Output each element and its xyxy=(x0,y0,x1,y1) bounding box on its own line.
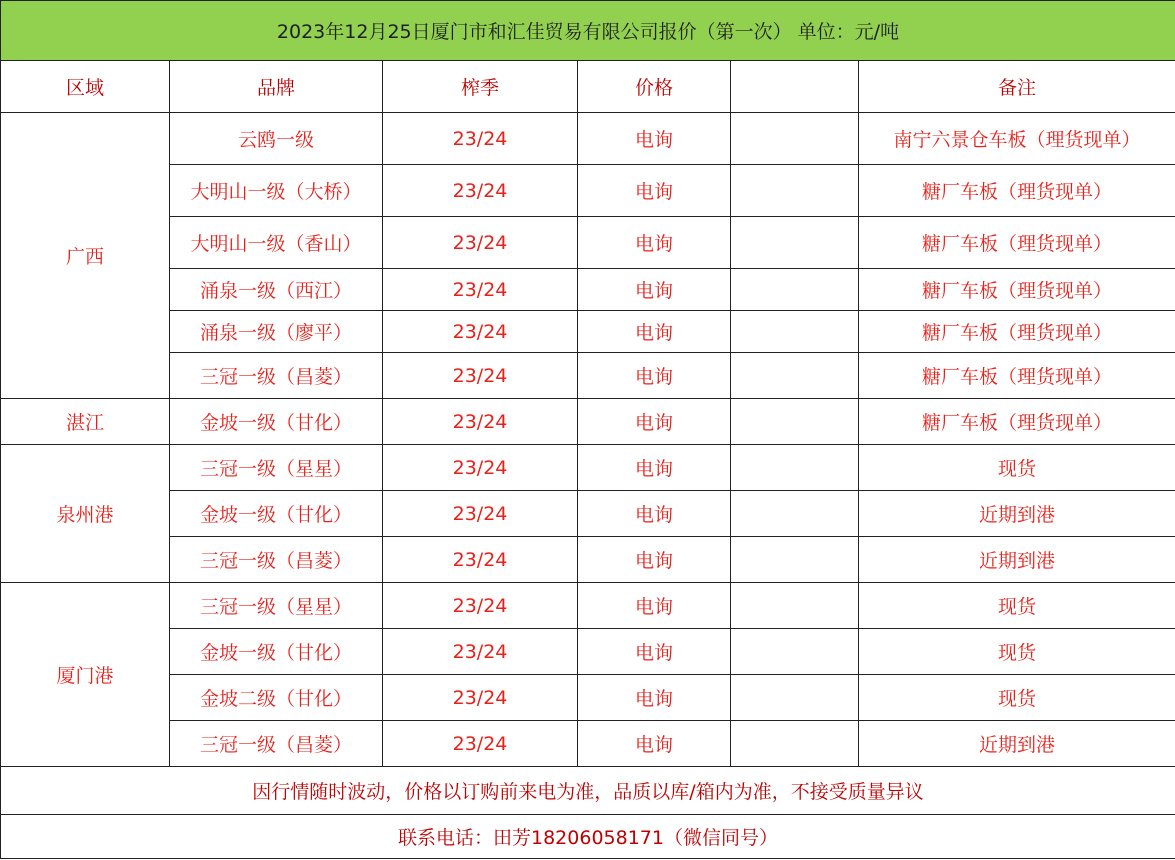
brand-cell: 金坡一级（甘化） xyxy=(170,629,383,675)
remark-cell: 糖厂车板（理货现单） xyxy=(859,165,1175,217)
header-region: 区域 xyxy=(1,61,170,113)
price-cell: 电询 xyxy=(578,537,731,583)
remark-cell: 近期到港 xyxy=(859,491,1175,537)
season-cell: 23/24 xyxy=(383,311,578,353)
region-cell: 广西 xyxy=(1,113,170,399)
brand-cell: 云鸥一级 xyxy=(170,113,383,165)
table-row xyxy=(1,353,1175,399)
remark-cell: 现货 xyxy=(859,445,1175,491)
remark-cell: 近期到港 xyxy=(859,721,1175,767)
header-remark: 备注 xyxy=(859,61,1175,113)
price-cell: 电询 xyxy=(578,311,731,353)
blank-cell xyxy=(731,113,859,165)
remark-cell: 糖厂车板（理货现单） xyxy=(859,311,1175,353)
season-cell: 23/24 xyxy=(383,353,578,399)
quote-title: 2023年12月25日厦门市和汇佳贸易有限公司报价（第一次） 单位：元/吨 xyxy=(1,1,1175,61)
remark-cell: 糖厂车板（理货现单） xyxy=(859,353,1175,399)
notice-text: 因行情随时波动，价格以订购前来电为准，品质以库/箱内为准，不接受质量异议 xyxy=(1,767,1175,815)
table-row xyxy=(1,165,1175,217)
brand-cell: 三冠一级（昌菱） xyxy=(170,721,383,767)
header-blank xyxy=(731,61,859,113)
price-cell: 电询 xyxy=(578,113,731,165)
season-cell: 23/24 xyxy=(383,113,578,165)
table-row xyxy=(1,675,1175,721)
price-cell: 电询 xyxy=(578,353,731,399)
season-cell: 23/24 xyxy=(383,445,578,491)
season-cell: 23/24 xyxy=(383,165,578,217)
region-cell: 厦门港 xyxy=(1,583,170,767)
price-cell: 电询 xyxy=(578,491,731,537)
blank-cell xyxy=(731,675,859,721)
price-cell: 电询 xyxy=(578,583,731,629)
header-brand: 品牌 xyxy=(170,61,383,113)
blank-cell xyxy=(731,165,859,217)
brand-cell: 三冠一级（昌菱） xyxy=(170,537,383,583)
table-row xyxy=(1,721,1175,767)
blank-cell xyxy=(731,269,859,311)
season-cell: 23/24 xyxy=(383,721,578,767)
brand-cell: 金坡二级（甘化） xyxy=(170,675,383,721)
contact-text: 联系电话：田芳18206058171（微信同号） xyxy=(1,815,1175,859)
brand-cell: 三冠一级（星星） xyxy=(170,583,383,629)
remark-cell: 现货 xyxy=(859,629,1175,675)
brand-cell: 三冠一级（星星） xyxy=(170,445,383,491)
brand-cell: 三冠一级（昌菱） xyxy=(170,353,383,399)
blank-cell xyxy=(731,217,859,269)
table-row xyxy=(1,217,1175,269)
season-cell: 23/24 xyxy=(383,583,578,629)
season-cell: 23/24 xyxy=(383,537,578,583)
brand-cell: 涌泉一级（廖平） xyxy=(170,311,383,353)
remark-cell: 近期到港 xyxy=(859,537,1175,583)
blank-cell xyxy=(731,583,859,629)
price-cell: 电询 xyxy=(578,269,731,311)
price-cell: 电询 xyxy=(578,675,731,721)
table-row xyxy=(1,399,1175,445)
header-row xyxy=(1,61,1175,113)
blank-cell xyxy=(731,445,859,491)
blank-cell xyxy=(731,537,859,583)
notice-row xyxy=(1,767,1175,815)
table-row xyxy=(1,311,1175,353)
blank-cell xyxy=(731,629,859,675)
season-cell: 23/24 xyxy=(383,491,578,537)
remark-cell: 南宁六景仓车板（理货现单） xyxy=(859,113,1175,165)
brand-cell: 大明山一级（香山） xyxy=(170,217,383,269)
header-season: 榨季 xyxy=(383,61,578,113)
table-row xyxy=(1,445,1175,491)
season-cell: 23/24 xyxy=(383,629,578,675)
price-cell: 电询 xyxy=(578,217,731,269)
brand-cell: 金坡一级（甘化） xyxy=(170,399,383,445)
season-cell: 23/24 xyxy=(383,399,578,445)
table-row xyxy=(1,537,1175,583)
region-cell: 泉州港 xyxy=(1,445,170,583)
blank-cell xyxy=(731,353,859,399)
price-cell: 电询 xyxy=(578,399,731,445)
brand-cell: 涌泉一级（西江） xyxy=(170,269,383,311)
contact-row xyxy=(1,815,1175,859)
season-cell: 23/24 xyxy=(383,269,578,311)
table-row xyxy=(1,113,1175,165)
table-row xyxy=(1,269,1175,311)
price-cell: 电询 xyxy=(578,629,731,675)
blank-cell xyxy=(731,399,859,445)
remark-cell: 糖厂车板（理货现单） xyxy=(859,217,1175,269)
header-price: 价格 xyxy=(578,61,731,113)
season-cell: 23/24 xyxy=(383,675,578,721)
table-row xyxy=(1,491,1175,537)
blank-cell xyxy=(731,721,859,767)
blank-cell xyxy=(731,491,859,537)
remark-cell: 糖厂车板（理货现单） xyxy=(859,399,1175,445)
price-cell: 电询 xyxy=(578,165,731,217)
remark-cell: 现货 xyxy=(859,583,1175,629)
table-row xyxy=(1,583,1175,629)
brand-cell: 金坡一级（甘化） xyxy=(170,491,383,537)
price-cell: 电询 xyxy=(578,445,731,491)
region-cell: 湛江 xyxy=(1,399,170,445)
remark-cell: 糖厂车板（理货现单） xyxy=(859,269,1175,311)
title-row xyxy=(1,1,1175,61)
remark-cell: 现货 xyxy=(859,675,1175,721)
brand-cell: 大明山一级（大桥） xyxy=(170,165,383,217)
table-row xyxy=(1,629,1175,675)
blank-cell xyxy=(731,311,859,353)
price-cell: 电询 xyxy=(578,721,731,767)
season-cell: 23/24 xyxy=(383,217,578,269)
